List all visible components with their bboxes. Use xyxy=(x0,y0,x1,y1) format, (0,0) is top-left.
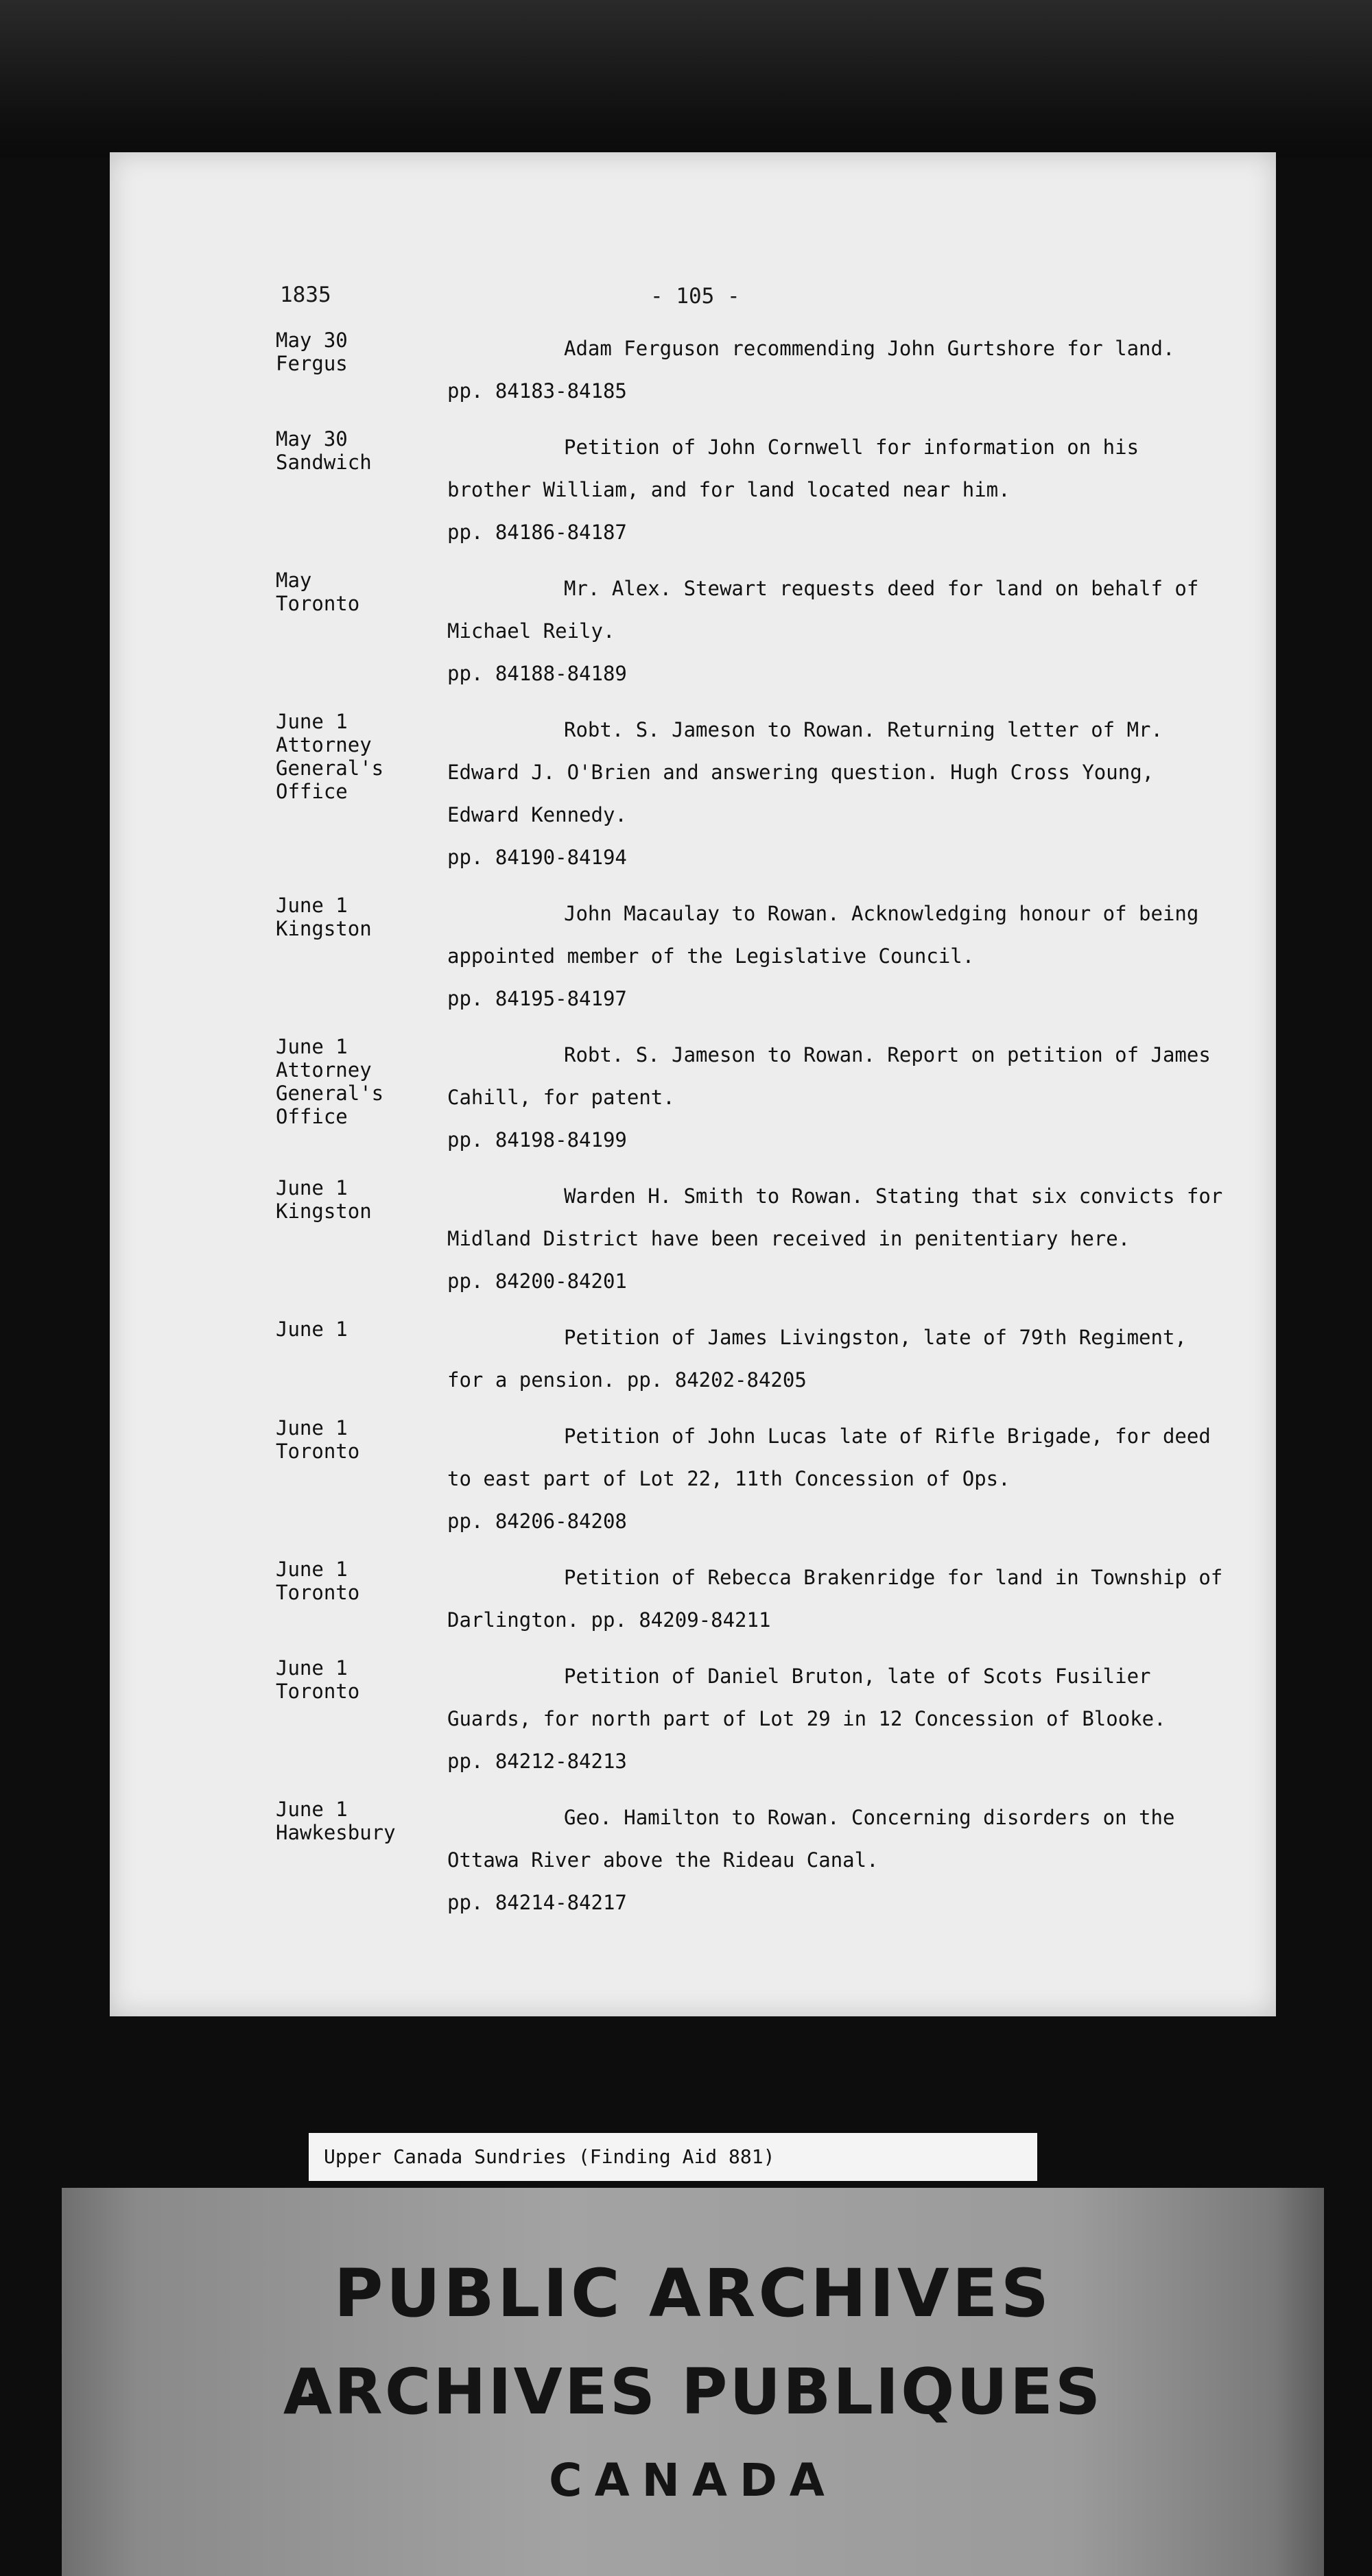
entry-description: Robt. S. Jameson to Rowan. Report on petition of James Cahill, for patent. xyxy=(447,1043,1211,1109)
entry-body xyxy=(447,1655,1276,1782)
entry-description: Mr. Alex. Stewart requests deed for land on behalf of Michael Reily. xyxy=(447,577,1199,643)
list-item xyxy=(110,1655,1276,1782)
page-number: - 105 - xyxy=(650,284,740,309)
entry-pages: pp. 84198-84199 xyxy=(447,1128,627,1152)
list-item xyxy=(110,1034,1276,1161)
entry-body xyxy=(447,1034,1276,1161)
entry-date: June 1 Attorney General's Office xyxy=(276,1035,384,1128)
entry-pages: pp. 84188-84189 xyxy=(447,662,627,685)
archives-stamp xyxy=(62,2188,1324,2576)
list-item xyxy=(110,1316,1276,1401)
entry-pages: pp. 84200-84201 xyxy=(447,1269,627,1293)
entry-pages: pp. 84183-84185 xyxy=(447,379,627,403)
entry-date: June 1 xyxy=(276,1317,348,1341)
list-item xyxy=(110,426,1276,553)
entry-date: May Toronto xyxy=(276,569,360,615)
page-header xyxy=(110,283,1276,317)
list-item xyxy=(110,327,1276,412)
entry-date: June 1 Toronto xyxy=(276,1656,360,1703)
entry-body xyxy=(447,1175,1276,1302)
entry-description: Petition of Daniel Bruton, late of Scots Fusilier Guards, for north part of Lot 29 in 12 Concession of Blooke. xyxy=(447,1665,1166,1730)
entry-body xyxy=(447,1316,1276,1401)
entry-body xyxy=(447,327,1276,412)
finding-aid-label: Upper Canada Sundries (Finding Aid 881) xyxy=(309,2133,1037,2181)
stamp-line-french: ARCHIVES PUBLIQUES xyxy=(283,2355,1103,2429)
entry-date: June 1 Hawkesbury xyxy=(276,1798,396,1844)
entry-pages: pp. 84190-84194 xyxy=(447,846,627,869)
entry-pages: pp. 84206-84208 xyxy=(447,1510,627,1533)
entry-pages: pp. 84195-84197 xyxy=(447,987,627,1010)
entry-description: Robt. S. Jameson to Rowan. Returning letter of Mr. Edward J. O'Brien and answering question. Hugh Cross Young, Edward Kennedy. xyxy=(447,718,1163,826)
list-item xyxy=(110,708,1276,879)
entry-pages: pp. 84186-84187 xyxy=(447,521,627,544)
entry-date: May 30 Fergus xyxy=(276,329,348,375)
list-item xyxy=(110,567,1276,695)
document-page xyxy=(110,152,1276,2016)
entry-list xyxy=(110,327,1276,1937)
entry-date: June 1 Kingston xyxy=(276,1176,372,1223)
stamp-line-country: CANADA xyxy=(549,2454,837,2507)
entry-description: Geo. Hamilton to Rowan. Concerning disorders on the Ottawa River above the Rideau Canal. xyxy=(447,1806,1175,1872)
entry-body xyxy=(447,1556,1276,1641)
entry-description: Adam Ferguson recommending John Gurtshore for land. xyxy=(564,337,1175,360)
entry-description: John Macaulay to Rowan. Acknowledging honour of being appointed member of the Legislative Council. xyxy=(447,902,1199,968)
list-item xyxy=(110,1556,1276,1641)
entry-date: May 30 Sandwich xyxy=(276,427,372,474)
entry-date: June 1 Kingston xyxy=(276,894,372,940)
entry-body xyxy=(447,426,1276,553)
entry-body xyxy=(447,1796,1276,1924)
entry-body xyxy=(447,567,1276,695)
entry-date: June 1 Toronto xyxy=(276,1558,360,1604)
entry-description: Petition of James Livingston, late of 79th Regiment, for a pension. pp. 84202-84205 xyxy=(447,1326,1187,1392)
entry-body xyxy=(447,708,1276,879)
entry-description: Petition of John Cornwell for information on his brother William, and for land located near him. xyxy=(447,436,1139,501)
entry-body xyxy=(447,1415,1276,1542)
entry-body xyxy=(447,892,1276,1020)
entry-date: June 1 Attorney General's Office xyxy=(276,710,384,803)
entry-description: Petition of Rebecca Brakenridge for land in Township of Darlington. pp. 84209-84211 xyxy=(447,1566,1223,1632)
film-border-top xyxy=(0,0,1372,158)
list-item xyxy=(110,1796,1276,1924)
list-item xyxy=(110,1175,1276,1302)
list-item xyxy=(110,892,1276,1020)
entry-description: Warden H. Smith to Rowan. Stating that six convicts for Midland District have been received in penitentiary here. xyxy=(447,1184,1223,1250)
entry-pages: pp. 84212-84213 xyxy=(447,1750,627,1773)
entry-pages: pp. 84214-84217 xyxy=(447,1891,627,1914)
entry-date: June 1 Toronto xyxy=(276,1416,360,1463)
stamp-line-english: PUBLIC ARCHIVES xyxy=(333,2255,1052,2332)
entry-description: Petition of John Lucas late of Rifle Brigade, for deed to east part of Lot 22, 11th Concession of Ops. xyxy=(447,1424,1211,1490)
list-item xyxy=(110,1415,1276,1542)
page-year: 1835 xyxy=(280,283,331,307)
